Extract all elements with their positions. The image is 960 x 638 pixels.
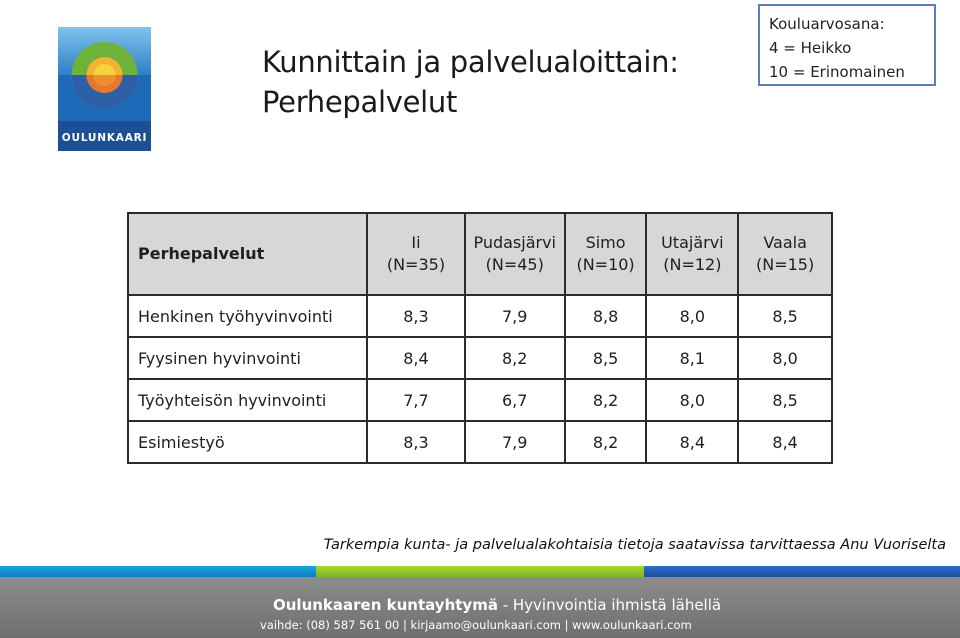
footer-contact: vaihde: (08) 587 561 00 | kirjaamo@oulunkaari.com | www.oulunkaari.com: [260, 618, 692, 632]
header-n: (N=10): [576, 255, 635, 274]
table-cell: 7,9: [465, 421, 565, 463]
header-vaala: [738, 213, 832, 295]
footer: [0, 577, 960, 638]
header-pudasjarvi: [465, 213, 565, 295]
results-table: [127, 212, 833, 464]
table-row: [128, 421, 832, 463]
row-label: Henkinen työhyvinvointi: [128, 295, 367, 337]
title-line-2: Perhepalvelut: [262, 85, 458, 119]
table-cell: 8,5: [565, 337, 647, 379]
header-n: (N=35): [386, 255, 446, 274]
oulunkaari-logo-icon: [58, 27, 151, 151]
header-n: (N=15): [756, 255, 815, 274]
header-ii: [367, 213, 465, 295]
grade-scale-box: [758, 4, 936, 86]
logo-text: OULUNKAARI: [61, 132, 148, 144]
table-cell: 8,2: [565, 379, 647, 421]
table-cell: 8,2: [565, 421, 647, 463]
header-n: (N=12): [663, 255, 722, 274]
table-cell: 8,5: [738, 379, 832, 421]
footer-org-name: Oulunkaaren kuntayhtymä: [273, 596, 498, 614]
header-name: Utajärvi: [661, 233, 724, 252]
footer-slogan: - Hyvinvointia ihmistä lähellä: [497, 596, 722, 614]
footnote: Tarkempia kunta- ja palvelualakohtaisia tietoja saatavissa tarvittaessa Anu Vuoriselta: [323, 537, 946, 553]
header-service-area: Perhepalvelut: [128, 213, 367, 295]
table-cell: 8,3: [367, 295, 465, 337]
table-cell: 8,5: [738, 295, 832, 337]
header-n: (N=45): [485, 255, 544, 274]
grade-scale-min: 4 = Heikko: [769, 39, 852, 57]
table-cell: 8,0: [646, 295, 738, 337]
row-label: Esimiestyö: [128, 421, 367, 463]
table-cell: 7,7: [367, 379, 465, 421]
row-label: Työyhteisön hyvinvointi: [128, 379, 367, 421]
footer-tagline: [273, 596, 721, 614]
grade-scale-max: 10 = Erinomainen: [769, 63, 905, 81]
header-name: Ii: [411, 233, 421, 252]
row-label: Fyysinen hyvinvointi: [128, 337, 367, 379]
header-name: Simo: [585, 233, 626, 252]
table-cell: 8,8: [565, 295, 647, 337]
footer-stripe-dark-blue: [644, 566, 960, 577]
oulunkaari-logo: [58, 27, 151, 151]
header-name: Pudasjärvi: [473, 233, 556, 252]
table-cell: 8,4: [646, 421, 738, 463]
table-cell: 6,7: [465, 379, 565, 421]
page-title: [262, 42, 702, 122]
table-cell: 8,3: [367, 421, 465, 463]
table-cell: 7,9: [465, 295, 565, 337]
footer-stripe-green: [316, 566, 644, 577]
table-header: [128, 213, 832, 295]
table-row: [128, 295, 832, 337]
table-cell: 8,4: [738, 421, 832, 463]
table-row: [128, 379, 832, 421]
table-cell: 8,0: [646, 379, 738, 421]
table-cell: 8,4: [367, 337, 465, 379]
table-cell: 8,2: [465, 337, 565, 379]
table-row: [128, 337, 832, 379]
table-cell: 8,1: [646, 337, 738, 379]
header-name: Vaala: [763, 233, 807, 252]
table-cell: 8,0: [738, 337, 832, 379]
grade-scale-heading: Kouluarvosana:: [769, 15, 885, 33]
title-line-1: Kunnittain ja palvelualoittain:: [262, 45, 679, 79]
footer-stripe-blue: [0, 566, 316, 577]
header-simo: [565, 213, 647, 295]
header-utajarvi: [646, 213, 738, 295]
